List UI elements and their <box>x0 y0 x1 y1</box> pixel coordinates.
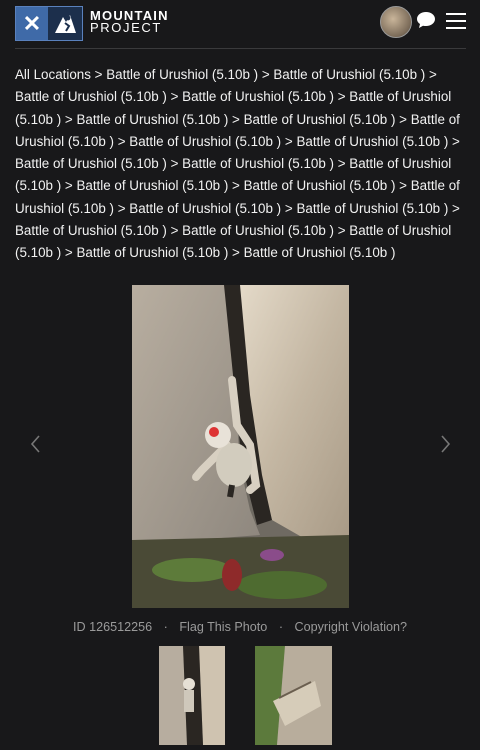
breadcrumb-item[interactable]: Battle of Urushiol (5.10b ) <box>15 178 460 216</box>
flag-photo-link[interactable]: Flag This Photo <box>179 620 268 634</box>
logo-line-1: MOUNTAIN <box>90 8 169 23</box>
copyright-link[interactable]: Copyright Violation? <box>294 620 407 634</box>
breadcrumb-item[interactable]: Battle of Urushiol (5.10b ) <box>243 245 396 261</box>
breadcrumb-item[interactable]: Battle of Urushiol (5.10b ) <box>182 89 334 105</box>
main-photo[interactable] <box>132 285 349 608</box>
breadcrumb-separator: > <box>64 245 73 261</box>
chevron-left-icon[interactable] <box>28 432 44 456</box>
breadcrumb-item[interactable]: Battle of Urushiol (5.10b ) <box>15 223 452 261</box>
breadcrumb-separator: > <box>170 223 179 239</box>
photo-meta <box>0 620 480 634</box>
logo[interactable] <box>15 6 83 41</box>
breadcrumb-separator: > <box>452 133 460 149</box>
site-header <box>0 0 480 48</box>
avatar[interactable] <box>380 6 412 38</box>
breadcrumb-separator: > <box>452 200 460 216</box>
header-divider <box>15 48 466 49</box>
breadcrumb-separator: > <box>64 111 73 127</box>
breadcrumb-item[interactable]: Battle of Urushiol (5.10b ) <box>182 223 334 239</box>
breadcrumb-separator: > <box>170 156 179 172</box>
breadcrumb-item[interactable]: Battle of Urushiol (5.10b ) <box>15 223 167 239</box>
breadcrumb-separator: > <box>428 67 437 82</box>
breadcrumb-separator: > <box>94 67 103 82</box>
breadcrumb-item[interactable]: Battle of Urushiol (5.10b ) <box>15 156 167 172</box>
breadcrumb-separator: > <box>170 89 179 105</box>
breadcrumb-separator: > <box>232 111 240 127</box>
climbing-photo <box>132 285 349 608</box>
breadcrumb-separator: > <box>261 67 270 82</box>
breadcrumb-item[interactable]: Battle of Urushiol (5.10b ) <box>243 178 396 194</box>
breadcrumb-item[interactable]: Battle of Urushiol (5.10b ) <box>106 67 259 82</box>
breadcrumb-item[interactable]: Battle of Urushiol (5.10b ) <box>296 133 449 149</box>
breadcrumb-item[interactable]: Battle of Urushiol (5.10b ) <box>129 200 282 216</box>
breadcrumb-separator: > <box>399 111 407 127</box>
breadcrumb-item[interactable]: Battle of Urushiol (5.10b ) <box>15 89 452 127</box>
breadcrumb-separator: > <box>64 178 73 194</box>
breadcrumb-item[interactable]: Battle of Urushiol (5.10b ) <box>243 111 396 127</box>
breadcrumb-item[interactable]: Battle of Urushiol (5.10b ) <box>129 133 282 149</box>
breadcrumb-item[interactable]: Battle of Urushiol (5.10b ) <box>15 111 460 149</box>
breadcrumb-item[interactable]: Battle of Urushiol (5.10b ) <box>182 156 334 172</box>
breadcrumb-separator: > <box>117 200 126 216</box>
breadcrumb <box>15 64 467 265</box>
climber-logo-icon <box>48 7 82 40</box>
photo-thumbnail[interactable] <box>255 646 332 745</box>
close-x-icon: ✕ <box>22 10 42 36</box>
breadcrumb-separator: > <box>284 133 293 149</box>
breadcrumb-separator: > <box>337 89 346 105</box>
chevron-right-icon[interactable] <box>437 432 453 456</box>
breadcrumb-item[interactable]: Battle of Urushiol (5.10b ) <box>273 67 426 82</box>
breadcrumb-item[interactable]: Battle of Urushiol (5.10b ) <box>296 200 449 216</box>
hamburger-menu-icon[interactable] <box>446 13 466 29</box>
meta-separator: · <box>163 620 168 634</box>
breadcrumb-item[interactable]: Battle of Urushiol (5.10b ) <box>76 111 229 127</box>
breadcrumb-separator: > <box>337 156 346 172</box>
meta-separator: · <box>278 620 284 634</box>
breadcrumb-item[interactable]: Battle of Urushiol (5.10b ) <box>76 245 229 261</box>
breadcrumb-separator: > <box>232 178 240 194</box>
breadcrumb-separator: > <box>284 200 293 216</box>
breadcrumb-item[interactable]: Battle of Urushiol (5.10b ) <box>15 156 452 194</box>
breadcrumb-separator: > <box>232 245 240 261</box>
logo-line-2: PROJECT <box>90 20 162 35</box>
photo-thumbnail[interactable] <box>159 646 225 745</box>
logo-wordmark[interactable] <box>90 10 169 34</box>
breadcrumb-separator: > <box>117 133 126 149</box>
breadcrumb-separator: > <box>337 223 346 239</box>
photo-id: ID 126512256 <box>72 620 153 634</box>
chat-bubble-icon[interactable] <box>416 10 436 30</box>
breadcrumb-separator: > <box>399 178 407 194</box>
breadcrumb-item[interactable]: Battle of Urushiol (5.10b ) <box>15 89 167 105</box>
breadcrumb-item[interactable]: Battle of Urushiol (5.10b ) <box>76 178 229 194</box>
breadcrumb-all-locations[interactable]: All Locations <box>15 67 91 82</box>
